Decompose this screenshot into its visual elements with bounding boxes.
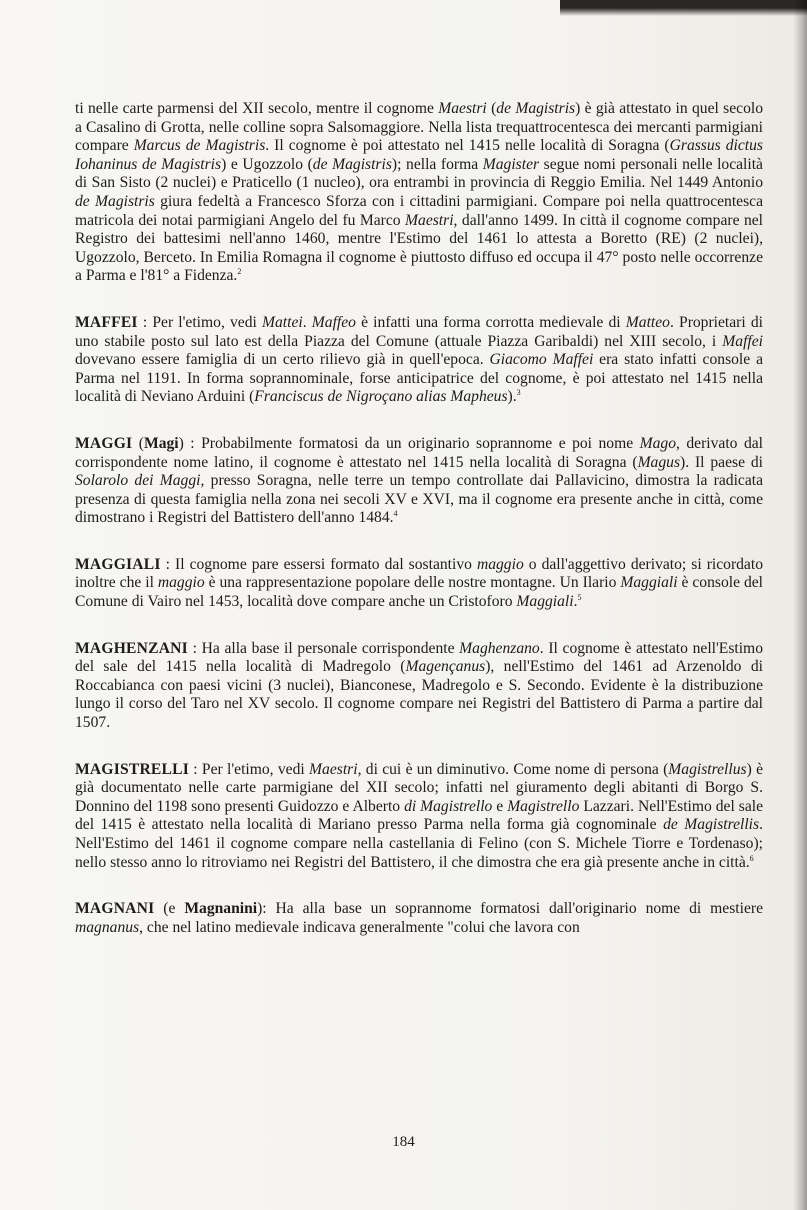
italic-term: Giacomo Maffei (489, 351, 594, 369)
italic-term: Marcus de Magistris (133, 137, 266, 155)
italic-term: Matteo (625, 313, 670, 331)
text-run: era stato infatti console a Parma nel 1191. In forma soprannominale, forse anticipatrice del cognome, è poi attestato nel 1415 nella località di Neviano Arduini ( (75, 351, 763, 406)
footnote-ref: 2 (237, 267, 242, 277)
text-run: ( (486, 100, 497, 117)
text-run: e (492, 797, 508, 815)
italic-term: Maestri (438, 100, 487, 117)
text-run: ) è già documentato nelle carte parmigiane del XII secolo; infatti nel giuramento degli abitanti di Borgo S. Donnino del 1198 sono presenti Guidozzo e Alberto (75, 760, 763, 815)
entry-headword: MAGHENZANI (75, 639, 188, 657)
entry-maghenzani (75, 640, 763, 733)
text-run: o dall'aggettivo derivato; si ricordato inoltre che il (75, 555, 763, 592)
text-run: . Proprietari di uno stabile posto sul lato est della Piazza del Comune (attuale Piazza Garibaldi) nel XIII secolo, i (75, 313, 763, 350)
italic-term: Maffei (722, 332, 763, 350)
italic-term: Franciscus de Nigroçano alias Mapheus (254, 388, 508, 406)
italic-term: Mago (639, 434, 676, 452)
text-run: ). (507, 388, 517, 406)
text-run: . Nell'Estimo del 1461 il cognome compare nella castellania di Felino (con S. Michele Tiorre e Tordenaso); nello stesso anno lo ritroviamo nei Registri del Battistero, il che dimostra che era già presente anche in città. (75, 816, 763, 871)
italic-term: Solarolo dei Maggi (75, 472, 201, 490)
entry-headword: MAGGIALI (75, 555, 161, 573)
text-run: ti nelle carte parmensi del XII secolo, mentre il cognome (75, 100, 439, 117)
entry-headword: MAGGI (75, 434, 133, 452)
entry-headword: MAGISTRELLI (75, 760, 189, 778)
text-run: , dall'anno 1499. In città il cognome compare nel Registro dei battesimi nell'anno 1460, mentre l'Estimo del 1461 lo attesta a Boretto (RE) (2 nuclei), Ugozzolo, Berceto. In Emilia Romagna il cognome è piuttosto diffuso ed occupa il 47° posto nelle occorrenze a Parma e l'81° a Fidenza. (75, 211, 763, 285)
text-run: ). Il paese di (680, 453, 763, 471)
italic-term: de Magistrellis (663, 816, 760, 834)
italic-term: Maggiali (516, 593, 574, 611)
footnote-ref: 3 (516, 388, 521, 398)
headword-variant: Magi (143, 434, 179, 452)
entry-magistrelli (75, 761, 763, 873)
text-run: è una rappresentazione popolare delle nostre montagne. Un Ilario (204, 574, 621, 592)
entry-magnani (75, 900, 763, 937)
text-run: . (302, 313, 312, 331)
text-run: ); nella forma (391, 155, 483, 173)
italic-term: Grassus dictus Iohaninus de Magistris (75, 137, 763, 173)
italic-term: Magus (637, 453, 681, 471)
paragraph-intro (75, 100, 763, 286)
text-run: , derivato dal corrispondente nome latino, il cognome è attestato nel 1415 nella località di Soragna ( (75, 434, 763, 471)
italic-term: di Magistrello (404, 797, 493, 815)
entry-maggiali (75, 556, 763, 612)
italic-term: maggio (476, 555, 524, 573)
dictionary-text (75, 100, 763, 937)
text-run: è console del Comune di Vairo nel 1453, località dove compare anche un Cristoforo (75, 574, 763, 611)
text-run: giura fedeltà a Francesco Sforza con i cittadini parmigiani. Compare poi nella quattrocentesca matricola dei notai parmigiani Angelo del fu Marco (75, 192, 763, 229)
text-run: Lazzari. Nell'Estimo del sale del 1415 è attestato nella località di Mariano presso Parma nella forma già cognominale (75, 797, 763, 834)
italic-term: Mattei (262, 313, 303, 331)
text-run: . (573, 593, 578, 611)
text-run: ) e Ugozzolo ( (221, 155, 313, 173)
entry-maggi (75, 435, 763, 528)
italic-term: Magistrellus (668, 760, 747, 778)
text-run: : Per l'etimo, vedi (188, 760, 310, 778)
italic-term: Maestri (309, 760, 358, 778)
page-gutter-shadow (793, 0, 807, 1210)
text-run: ( (132, 434, 144, 452)
text-run: : Il cognome pare essersi formato dal sostantivo (160, 555, 477, 573)
italic-term: de Magistris (75, 192, 155, 210)
text-run: ) è già attestato in quel secolo a Casalino di Grotta, nelle colline sopra Salsomaggiore. Nella lista trequattrocentesca dei mercanti parmigiani compare (75, 100, 764, 155)
text-run: . Il cognome è poi attestato nel 1415 nelle località di Soragna ( (265, 137, 670, 155)
text-run: è infatti una forma corrotta medievale di (355, 313, 626, 331)
entry-headword: MAFFEI (75, 313, 138, 331)
italic-term: Magençanus (405, 658, 486, 676)
text-run: , di cui è un diminutivo. Come nome di persona ( (357, 760, 669, 778)
text-run: . Il cognome è attestato nell'Estimo del sale del 1415 nella località di Madregolo ( (75, 639, 763, 676)
text-run: , che nel latino medievale indicava generalmente "colui che lavora con (139, 918, 580, 936)
entry-headword: MAGNANI (75, 900, 155, 918)
text-run: dovevano essere famiglia di un certo rilievo già in quell'epoca. (75, 351, 490, 369)
footnote-ref: 5 (577, 592, 582, 602)
italic-term: Maestri (405, 211, 454, 229)
italic-term: magnanus (75, 918, 140, 936)
text-run: ), nell'Estimo del 1461 ad Arzenoldo di Roccabianca con paesi vicini (3 nuclei), Bianconese, Madregolo e S. Secondo. Evidente è la distribuzione lungo il corso del Taro nel XV secolo. Il cognome compare nei Registri del Battistero di Parma a partire dal 1507. (75, 658, 763, 732)
headword-variant: Magnanini (184, 900, 258, 918)
text-run: , presso Soragna, nelle terre un tempo controllate dai Pallavicino, dimostra la radicata presenza di questa famiglia nella zona nei secoli XV e XVI, ma il cognome era presente anche in città, come dimostrano i Registri del Battistero dell'anno 1484. (75, 472, 764, 527)
footnote-ref: 6 (749, 853, 754, 863)
text-run: (e (154, 900, 185, 918)
italic-term: Magister (482, 155, 540, 173)
italic-term: Maghenzano (459, 639, 540, 657)
text-run: : Ha alla base il personale corrispondente (187, 639, 460, 657)
text-run: ): Ha alla base un soprannome formatosi dall'originario nome di mestiere (257, 900, 763, 918)
italic-term: de Magistris (312, 155, 392, 173)
page-number: 184 (392, 1134, 415, 1150)
italic-term: Maffeo (311, 313, 356, 331)
italic-term: Magistrello (507, 797, 580, 815)
text-run: ) : Probabilmente formatosi da un originario soprannome e poi nome (178, 434, 640, 452)
text-run: : Per l'etimo, vedi (137, 313, 262, 331)
footnote-ref: 4 (393, 509, 398, 519)
italic-term: Maggiali (620, 574, 678, 592)
scan-dark-edge (560, 0, 807, 16)
text-run: segue nomi personali nelle località di San Sisto (2 nuclei) e Praticello (1 nucleo), ora entrambi in provincia di Reggio Emilia. Nel 1449 Antonio (75, 155, 763, 192)
italic-term: de Magistris (496, 100, 576, 117)
italic-term: maggio (157, 574, 205, 592)
entry-maffei (75, 314, 763, 407)
